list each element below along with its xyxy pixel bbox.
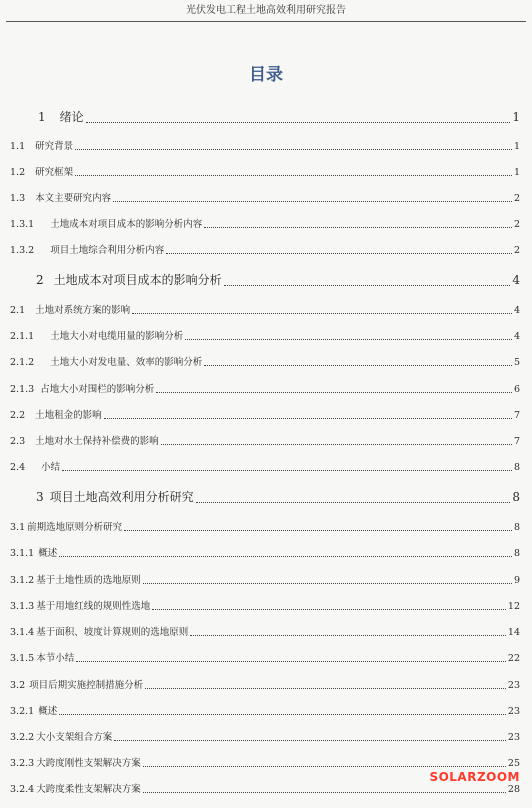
dot-leader — [76, 661, 506, 662]
toc-entry[interactable] — [10, 433, 520, 447]
toc-entry-number: 1.2 — [10, 167, 26, 178]
dot-leader — [185, 339, 512, 340]
toc-entry-number: 1 — [38, 110, 46, 124]
toc-entry-text: 本节小结 — [36, 653, 75, 664]
toc-entry-text: 基于用地红线的规则性选地 — [36, 601, 151, 612]
toc-entry-page: 8 — [512, 490, 520, 504]
toc-entry-text: 土地对水土保持补偿费的影响 — [35, 436, 159, 447]
toc-entry-text: 大跨度刚性支架解决方案 — [36, 758, 141, 769]
toc-entry-text: 小结 — [41, 462, 61, 473]
toc-entry-text: 土地租金的影响 — [35, 410, 102, 421]
toc-entry[interactable] — [10, 190, 520, 204]
toc-entry-page: 22 — [507, 653, 520, 664]
toc-entry-number: 2.1.3 — [10, 384, 35, 395]
toc-entry-number: 3.2.3 — [10, 758, 35, 769]
toc-entry-number: 1.3 — [10, 193, 26, 204]
dot-leader — [124, 530, 512, 531]
toc-entry[interactable] — [10, 755, 520, 769]
toc-entry-number: 3.1.3 — [10, 601, 35, 612]
running-header: 光伏发电工程土地高效利用研究报告 — [186, 5, 346, 16]
toc-entry-page: 1 — [512, 110, 520, 124]
watermark-logo: SOLARZOOM — [429, 770, 520, 784]
toc-entry[interactable] — [10, 572, 520, 586]
toc-entry-text: 研究框架 — [35, 167, 74, 178]
toc-entry[interactable] — [10, 729, 520, 743]
toc-entry-page: 2 — [513, 219, 520, 230]
toc-entry-page: 2 — [513, 245, 520, 256]
dot-leader — [196, 502, 511, 503]
toc-entry[interactable] — [10, 354, 520, 368]
toc-entry-text: 土地成本对项目成本的影响分析内容 — [50, 219, 203, 230]
dot-leader — [86, 122, 511, 123]
dot-leader — [190, 635, 506, 636]
toc-entry-text: 基于面积、坡度计算规则的选地原则 — [36, 627, 189, 638]
toc-entry-text: 项目土地高效利用分析研究 — [49, 490, 194, 504]
toc-entry-page: 5 — [513, 357, 520, 368]
toc-entry-number: 3.1.2 — [10, 575, 35, 586]
toc-entry-text: 概述 — [38, 706, 58, 717]
toc-entry-number: 3.2.2 — [10, 732, 35, 743]
dot-leader — [59, 556, 512, 557]
dot-leader — [143, 766, 506, 767]
toc-entry-number: 2.1.2 — [10, 357, 35, 368]
dot-leader — [145, 688, 506, 689]
toc-entry[interactable] — [10, 164, 520, 178]
toc-entry-number: 1.3.1 — [10, 219, 35, 230]
toc-entry-page: 8 — [513, 548, 520, 559]
toc-entry[interactable] — [10, 407, 520, 421]
toc-entry-text: 大小支架组合方案 — [36, 732, 113, 743]
dot-leader — [104, 418, 512, 419]
toc-entry-number: 2.3 — [10, 436, 26, 447]
dot-leader — [224, 285, 511, 286]
dot-leader — [75, 175, 512, 176]
toc-entry-number: 1.1 — [10, 141, 26, 152]
toc-entry-number: 2.1.1 — [10, 331, 35, 342]
toc-entry-number: 2.1 — [10, 305, 26, 316]
toc-entry-number: 3 — [36, 490, 44, 504]
toc-entry-number: 3.2.1 — [10, 706, 35, 717]
toc-entry-page: 14 — [507, 627, 520, 638]
dot-leader — [132, 313, 512, 314]
toc-entry[interactable] — [10, 677, 520, 691]
toc-entry-text: 土地对系统方案的影响 — [35, 305, 131, 316]
toc-entry-page: 28 — [507, 784, 520, 795]
toc-entry-page: 25 — [507, 758, 520, 769]
toc-entry[interactable] — [10, 703, 520, 717]
toc-entry-page: 8 — [513, 462, 520, 473]
dot-leader — [156, 392, 512, 393]
toc-entry-number: 2.2 — [10, 410, 26, 421]
toc-entry-page: 6 — [513, 384, 520, 395]
dot-leader — [161, 444, 512, 445]
toc-entry-page: 4 — [513, 331, 520, 342]
toc-entry-text: 项目土地综合利用分析内容 — [50, 245, 165, 256]
toc-entry[interactable] — [10, 598, 520, 612]
toc-entry-number: 1.3.2 — [10, 245, 35, 256]
toc-entry[interactable] — [10, 459, 520, 473]
toc-entry-page: 1 — [513, 167, 520, 178]
toc-entry[interactable] — [10, 328, 520, 342]
dot-leader — [204, 365, 512, 366]
toc-entry-number: 3.1.5 — [10, 653, 35, 664]
toc-entry-number: 2.4 — [10, 462, 26, 473]
toc-entry-text: 研究背景 — [35, 141, 74, 152]
toc-entry-number: 3.1.4 — [10, 627, 35, 638]
toc-entry-number: 3.2.4 — [10, 784, 35, 795]
toc-entry-text: 本文主要研究内容 — [35, 193, 112, 204]
toc-entry-text: 前期选地原则分析研究 — [27, 522, 123, 533]
dot-leader — [143, 792, 506, 793]
toc-entry-number: 3.1.1 — [10, 548, 35, 559]
toc-title: 目录 — [249, 65, 283, 85]
dot-leader — [75, 149, 512, 150]
toc-entry[interactable] — [10, 138, 520, 152]
toc-entry[interactable] — [10, 488, 520, 505]
toc-entry-text: 占地大小对围栏的影响分析 — [40, 384, 155, 395]
toc-entry[interactable] — [10, 242, 520, 256]
toc-entry-text: 项目后期实施控制措施分析 — [29, 680, 144, 691]
toc-entry-text: 基于土地性质的选地原则 — [36, 575, 141, 586]
toc-entry[interactable] — [10, 271, 520, 288]
dot-leader — [62, 470, 512, 471]
toc-entry[interactable] — [10, 108, 520, 125]
toc-entry-page: 9 — [513, 575, 520, 586]
toc-entry-page: 23 — [507, 706, 520, 717]
toc-entry-page: 23 — [507, 732, 520, 743]
toc-entry-page: 7 — [513, 410, 520, 421]
dot-leader — [59, 714, 506, 715]
dot-leader — [152, 609, 506, 610]
dot-leader — [113, 201, 512, 202]
toc-entry-page: 2 — [513, 193, 520, 204]
toc-entry-page: 23 — [507, 680, 520, 691]
dot-leader — [166, 253, 512, 254]
toc-entry[interactable] — [10, 650, 520, 664]
toc-entry[interactable] — [10, 302, 520, 316]
toc-entry-page: 4 — [513, 305, 520, 316]
toc-entry-page: 1 — [513, 141, 520, 152]
toc-entry[interactable] — [10, 624, 520, 638]
dot-leader — [114, 740, 506, 741]
toc-entry-page: 7 — [513, 436, 520, 447]
dot-leader — [204, 227, 512, 228]
toc-entry-text: 概述 — [38, 548, 58, 559]
toc-entry-text: 大跨度柔性支架解决方案 — [36, 784, 141, 795]
toc-entry-text: 土地大小对电缆用量的影响分析 — [50, 331, 184, 342]
toc-entry[interactable] — [10, 519, 520, 533]
toc-entry[interactable] — [10, 381, 520, 395]
toc-entry-page: 12 — [507, 601, 520, 612]
toc-entry-number: 3.2 — [10, 680, 26, 691]
toc-entry-text: 绪论 — [59, 110, 84, 124]
toc-entry-text: 土地成本对项目成本的影响分析 — [53, 273, 222, 287]
toc-entry-number: 2 — [36, 273, 44, 287]
dot-leader — [143, 583, 512, 584]
header-divider — [6, 21, 526, 22]
toc-entry-text: 土地大小对发电量、效率的影响分析 — [50, 357, 203, 368]
toc-entry[interactable] — [10, 216, 520, 230]
toc-entry-number: 3.1 — [10, 522, 26, 533]
toc-entry-page: 4 — [512, 273, 520, 287]
toc-entry[interactable] — [10, 545, 520, 559]
toc-entry-page: 8 — [513, 522, 520, 533]
